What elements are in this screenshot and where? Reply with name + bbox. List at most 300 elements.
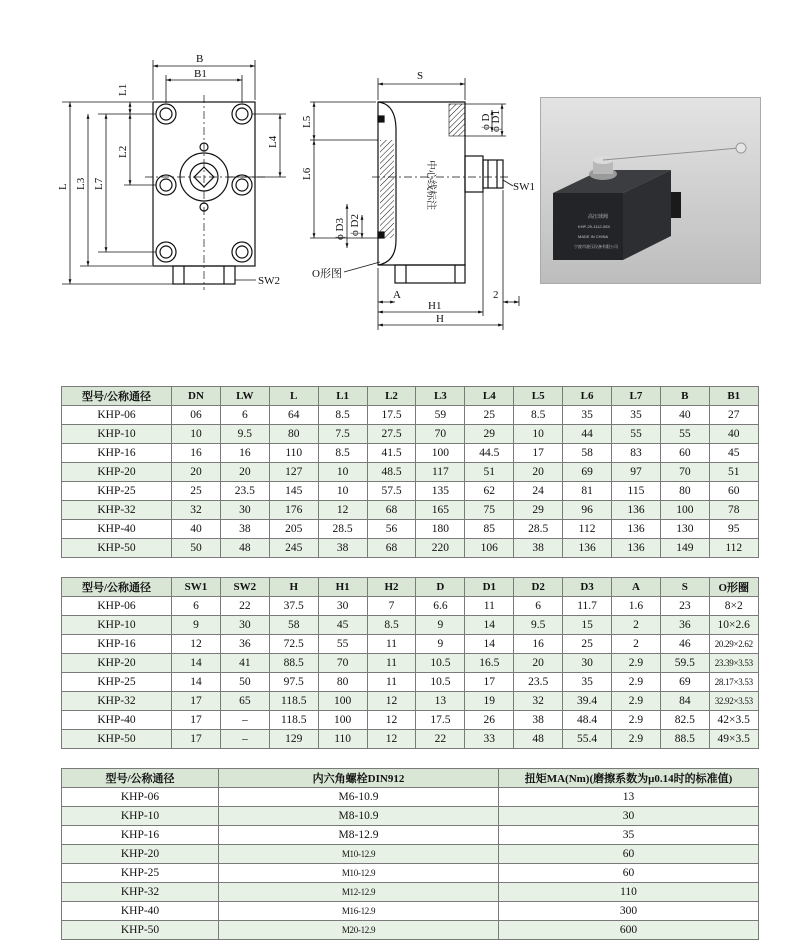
table-cell: 24 xyxy=(514,482,563,501)
dim-a: A xyxy=(393,289,401,301)
column-header: SW2 xyxy=(220,578,269,597)
dim-d: ϕ D xyxy=(480,113,492,130)
column-header: 型号/公称通径 xyxy=(62,387,172,406)
table-cell: 100 xyxy=(318,692,367,711)
table-cell: 14 xyxy=(465,616,514,635)
table-cell: 95 xyxy=(709,520,758,539)
table-cell: 2.9 xyxy=(612,692,661,711)
table-row xyxy=(62,520,759,539)
table-cell: 55 xyxy=(660,425,709,444)
table-cell: 69 xyxy=(563,463,612,482)
table-cell: 48.5 xyxy=(367,463,416,482)
table-cell: M20-12.9 xyxy=(219,921,499,940)
table-cell: 7 xyxy=(367,597,416,616)
table-cell: 20.29×2.62 xyxy=(709,635,758,654)
table-cell: 17 xyxy=(172,692,221,711)
table-cell: 70 xyxy=(318,654,367,673)
plate-line-4: 宁波市液压设备有限公司 xyxy=(574,244,618,249)
column-header: LW xyxy=(220,387,269,406)
dim-b1: B1 xyxy=(194,68,207,80)
table-cell: 42×3.5 xyxy=(709,711,758,730)
column-header: D2 xyxy=(514,578,563,597)
table-cell: KHP-25 xyxy=(62,864,219,883)
table-cell: 41.5 xyxy=(367,444,416,463)
table-cell: – xyxy=(220,730,269,749)
table-cell: 38 xyxy=(220,520,269,539)
table-cell: 38 xyxy=(318,539,367,558)
table-cell: 16.5 xyxy=(465,654,514,673)
table-cell: 59 xyxy=(416,406,465,425)
table-cell: 30 xyxy=(563,654,612,673)
table-cell: 2 xyxy=(612,616,661,635)
table-cell: 9.5 xyxy=(514,616,563,635)
dim-l5: L5 xyxy=(301,115,313,128)
table-cell: 81 xyxy=(563,482,612,501)
table-cell: 72.5 xyxy=(269,635,318,654)
table-cell: KHP-25 xyxy=(62,673,172,692)
table-cell: KHP-50 xyxy=(62,921,219,940)
table-cell: 17.5 xyxy=(367,406,416,425)
table-row xyxy=(62,845,759,864)
table-cell: 127 xyxy=(269,463,318,482)
plate-line-1: 高压球阀 xyxy=(588,214,609,220)
table-cell: KHP-16 xyxy=(62,826,219,845)
table-cell: – xyxy=(220,711,269,730)
table-cell: 115 xyxy=(612,482,661,501)
table-cell: 26 xyxy=(465,711,514,730)
dim-l: L xyxy=(57,183,69,190)
table-cell: 46 xyxy=(660,635,709,654)
table-cell: 44.5 xyxy=(465,444,514,463)
table-cell: 55 xyxy=(612,425,661,444)
column-header: A xyxy=(612,578,661,597)
table-cell: 11 xyxy=(367,635,416,654)
ball-valve-image xyxy=(541,98,760,283)
table-cell: 2.9 xyxy=(612,711,661,730)
dim-h: H xyxy=(436,313,444,325)
table-row xyxy=(62,864,759,883)
dim-b: B xyxy=(196,53,204,65)
dim-l1: L1 xyxy=(117,83,129,96)
table-cell: KHP-32 xyxy=(62,501,172,520)
table-cell: 180 xyxy=(416,520,465,539)
table-cell: 10 xyxy=(318,482,367,501)
column-header: H xyxy=(269,578,318,597)
dimension-table-1 xyxy=(61,386,759,558)
table-cell: 135 xyxy=(416,482,465,501)
table-cell: KHP-10 xyxy=(62,425,172,444)
table-row xyxy=(62,635,759,654)
table-cell: 32 xyxy=(514,692,563,711)
product-photo xyxy=(540,97,761,284)
table-row xyxy=(62,807,759,826)
table-cell: 245 xyxy=(269,539,318,558)
table-cell: 10.5 xyxy=(416,673,465,692)
table-cell: 75 xyxy=(465,501,514,520)
table-cell: 12 xyxy=(367,692,416,711)
table-cell: 14 xyxy=(172,673,221,692)
table-cell: 6 xyxy=(172,597,221,616)
dim-l4: L4 xyxy=(267,135,279,148)
table-cell: 30 xyxy=(220,501,269,520)
table-cell: 20 xyxy=(172,463,221,482)
table-cell: KHP-50 xyxy=(62,730,172,749)
table-cell: 84 xyxy=(660,692,709,711)
centerline-label: 中心线标注 xyxy=(425,160,436,210)
table-cell: 7.5 xyxy=(318,425,367,444)
table-cell: 55 xyxy=(318,635,367,654)
table-cell: KHP-40 xyxy=(62,902,219,921)
table-cell: 35 xyxy=(499,826,759,845)
dim-2: 2 xyxy=(493,289,499,301)
table-cell: 2.9 xyxy=(612,730,661,749)
table-cell: KHP-16 xyxy=(62,635,172,654)
table-cell: 17 xyxy=(172,730,221,749)
table-cell: 118.5 xyxy=(269,692,318,711)
table-cell: 23 xyxy=(660,597,709,616)
dim-l6: L6 xyxy=(301,167,313,180)
column-header: L6 xyxy=(563,387,612,406)
table-cell: 32.92×3.53 xyxy=(709,692,758,711)
column-header: 型号/公称通径 xyxy=(62,769,219,788)
table-cell: 16 xyxy=(220,444,269,463)
table-cell: 12 xyxy=(367,730,416,749)
table-cell: 30 xyxy=(499,807,759,826)
table-cell: 11 xyxy=(465,597,514,616)
table-cell: 28.17×3.53 xyxy=(709,673,758,692)
column-header: D xyxy=(416,578,465,597)
table-cell: KHP-20 xyxy=(62,845,219,864)
table-cell: 2 xyxy=(612,635,661,654)
table-cell: 8.5 xyxy=(318,406,367,425)
table-cell: KHP-25 xyxy=(62,482,172,501)
table-cell: KHP-40 xyxy=(62,520,172,539)
table-cell: 2.9 xyxy=(612,654,661,673)
table-header-row xyxy=(62,578,759,597)
table-cell: KHP-20 xyxy=(62,654,172,673)
bolt-torque-table xyxy=(61,768,759,940)
table-cell: M8-12.9 xyxy=(219,826,499,845)
table-cell: 48 xyxy=(514,730,563,749)
table-cell: 58 xyxy=(563,444,612,463)
column-header: 型号/公称通径 xyxy=(62,578,172,597)
table-cell: M6-10.9 xyxy=(219,788,499,807)
table-cell: 48.4 xyxy=(563,711,612,730)
table-cell: KHP-10 xyxy=(62,616,172,635)
table-cell: 45 xyxy=(709,444,758,463)
table-cell: 130 xyxy=(660,520,709,539)
table-cell: 35 xyxy=(563,406,612,425)
table-row xyxy=(62,654,759,673)
table-cell: 17 xyxy=(465,673,514,692)
column-header: L1 xyxy=(318,387,367,406)
table-cell: 106 xyxy=(465,539,514,558)
table-cell: 20 xyxy=(220,463,269,482)
table-cell: 60 xyxy=(499,864,759,883)
column-header: L5 xyxy=(514,387,563,406)
dim-l3: L3 xyxy=(75,177,87,190)
plate-line-3: MADE IN CHINA xyxy=(578,234,609,239)
table-cell: 2.9 xyxy=(612,673,661,692)
table-cell: 38 xyxy=(514,711,563,730)
table-cell: 38 xyxy=(514,539,563,558)
table-cell: KHP-06 xyxy=(62,788,219,807)
table-cell: 33 xyxy=(465,730,514,749)
table-cell: 110 xyxy=(499,883,759,902)
table-cell: 176 xyxy=(269,501,318,520)
table-cell: 48 xyxy=(220,539,269,558)
table-cell: KHP-32 xyxy=(62,883,219,902)
dimension-table-2 xyxy=(61,577,759,749)
table-cell: 17 xyxy=(514,444,563,463)
column-header: D3 xyxy=(563,578,612,597)
column-header: L4 xyxy=(465,387,514,406)
table-cell: 60 xyxy=(660,444,709,463)
column-header: H2 xyxy=(367,578,416,597)
table-cell: 50 xyxy=(220,673,269,692)
table-cell: 50 xyxy=(172,539,221,558)
table-cell: 149 xyxy=(660,539,709,558)
table-row xyxy=(62,902,759,921)
table-cell: 14 xyxy=(172,654,221,673)
table-cell: 165 xyxy=(416,501,465,520)
table-cell: 100 xyxy=(660,501,709,520)
table-cell: 36 xyxy=(660,616,709,635)
table-cell: 129 xyxy=(269,730,318,749)
table-cell: 100 xyxy=(318,711,367,730)
table-cell: 6 xyxy=(514,597,563,616)
column-header: L3 xyxy=(416,387,465,406)
table-cell: 22 xyxy=(416,730,465,749)
table-cell: 29 xyxy=(465,425,514,444)
table-row xyxy=(62,425,759,444)
table-cell: 8.5 xyxy=(318,444,367,463)
table-cell: 40 xyxy=(709,425,758,444)
dim-d3: ϕ D3 xyxy=(334,218,346,240)
table-cell: 13 xyxy=(499,788,759,807)
table-cell: 1.6 xyxy=(612,597,661,616)
column-header: O形圈 xyxy=(709,578,758,597)
table-cell: 11 xyxy=(367,654,416,673)
table-cell: 28.5 xyxy=(514,520,563,539)
table-cell: M16-12.9 xyxy=(219,902,499,921)
table-cell: 136 xyxy=(563,539,612,558)
table-cell: 51 xyxy=(465,463,514,482)
table-cell: 69 xyxy=(660,673,709,692)
table-cell: M8-10.9 xyxy=(219,807,499,826)
table-cell: 11 xyxy=(367,673,416,692)
table-cell: KHP-32 xyxy=(62,692,172,711)
table-cell: 80 xyxy=(660,482,709,501)
table-cell: 60 xyxy=(709,482,758,501)
dim-d1: ϕ D1 xyxy=(490,110,502,132)
table-row xyxy=(62,597,759,616)
table-cell: KHP-16 xyxy=(62,444,172,463)
table-cell: 136 xyxy=(612,539,661,558)
table-cell: 30 xyxy=(220,616,269,635)
table-row xyxy=(62,711,759,730)
table-cell: 100 xyxy=(416,444,465,463)
table-cell: 22 xyxy=(220,597,269,616)
table-cell: 9 xyxy=(172,616,221,635)
table-cell: 82.5 xyxy=(660,711,709,730)
table-cell: 9 xyxy=(416,616,465,635)
table-row xyxy=(62,406,759,425)
table-cell: 118.5 xyxy=(269,711,318,730)
table-cell: 59.5 xyxy=(660,654,709,673)
table-row xyxy=(62,673,759,692)
side-dimension-labels xyxy=(301,70,535,325)
table-cell: 9.5 xyxy=(220,425,269,444)
table-cell: 41 xyxy=(220,654,269,673)
table-cell: 35 xyxy=(612,406,661,425)
table-cell: 17.5 xyxy=(416,711,465,730)
column-header: S xyxy=(660,578,709,597)
table-cell: KHP-10 xyxy=(62,807,219,826)
table-cell: 14 xyxy=(465,635,514,654)
table-cell: 28.5 xyxy=(318,520,367,539)
table-cell: 205 xyxy=(269,520,318,539)
column-header: 内六角螺栓DIN912 xyxy=(219,769,499,788)
table-cell: 60 xyxy=(499,845,759,864)
table-cell: 27 xyxy=(709,406,758,425)
table-row xyxy=(62,788,759,807)
table-cell: 55.4 xyxy=(563,730,612,749)
table-cell: 10 xyxy=(172,425,221,444)
table-cell: 06 xyxy=(172,406,221,425)
table-row xyxy=(62,826,759,845)
dim-l2: L2 xyxy=(117,145,129,158)
table-cell: 12 xyxy=(318,501,367,520)
table-cell: 112 xyxy=(709,539,758,558)
table-row xyxy=(62,501,759,520)
table-cell: 68 xyxy=(367,539,416,558)
column-header: 扭矩MA(Nm)(磨擦系数为μ0.14时的标准值) xyxy=(499,769,759,788)
table-cell: 220 xyxy=(416,539,465,558)
table-cell: 15 xyxy=(563,616,612,635)
table-cell: 13 xyxy=(416,692,465,711)
plate-line-2: KHP-20-1112-06X xyxy=(578,224,611,229)
table-cell: KHP-20 xyxy=(62,463,172,482)
column-header: SW1 xyxy=(172,578,221,597)
table-cell: 12 xyxy=(367,711,416,730)
table-cell: 117 xyxy=(416,463,465,482)
table-cell: 10×2.6 xyxy=(709,616,758,635)
table-cell: KHP-50 xyxy=(62,539,172,558)
table-cell: 20 xyxy=(514,654,563,673)
column-header: DN xyxy=(172,387,221,406)
table-cell: 25 xyxy=(465,406,514,425)
table-cell: 9 xyxy=(416,635,465,654)
table-cell: 136 xyxy=(612,520,661,539)
table-cell: 70 xyxy=(660,463,709,482)
table-cell: 65 xyxy=(220,692,269,711)
table-cell: KHP-06 xyxy=(62,406,172,425)
table-cell: 23.5 xyxy=(514,673,563,692)
table-cell: KHP-40 xyxy=(62,711,172,730)
table-row xyxy=(62,616,759,635)
dim-s: S xyxy=(417,70,424,82)
table-cell: 11.7 xyxy=(563,597,612,616)
table-cell: 68 xyxy=(367,501,416,520)
dim-sw2: SW2 xyxy=(258,275,280,287)
table-row xyxy=(62,883,759,902)
table-cell: 40 xyxy=(660,406,709,425)
table-cell: 44 xyxy=(563,425,612,444)
table-cell: 10 xyxy=(318,463,367,482)
column-header: B xyxy=(660,387,709,406)
table-cell: 145 xyxy=(269,482,318,501)
table-cell: 56 xyxy=(367,520,416,539)
table-header-row xyxy=(62,769,759,788)
table-cell: 62 xyxy=(465,482,514,501)
table-cell: 49×3.5 xyxy=(709,730,758,749)
table-cell: 10.5 xyxy=(416,654,465,673)
table-cell: 19 xyxy=(465,692,514,711)
table-cell: 23.39×3.53 xyxy=(709,654,758,673)
table-header-row xyxy=(62,387,759,406)
table-cell: 45 xyxy=(318,616,367,635)
column-header: D1 xyxy=(465,578,514,597)
table-cell: 96 xyxy=(563,501,612,520)
table-cell: 25 xyxy=(172,482,221,501)
table-cell: 29 xyxy=(514,501,563,520)
table-cell: 600 xyxy=(499,921,759,940)
table-cell: 85 xyxy=(465,520,514,539)
table-cell: 25 xyxy=(563,635,612,654)
table-cell: 36 xyxy=(220,635,269,654)
table-cell: 88.5 xyxy=(660,730,709,749)
table-cell: M10-12.9 xyxy=(219,845,499,864)
table-cell: 39.4 xyxy=(563,692,612,711)
table-cell: 70 xyxy=(416,425,465,444)
table-cell: 12 xyxy=(172,635,221,654)
table-cell: 16 xyxy=(514,635,563,654)
table-row xyxy=(62,730,759,749)
table-cell: 30 xyxy=(318,597,367,616)
table-cell: 35 xyxy=(563,673,612,692)
table-cell: 8×2 xyxy=(709,597,758,616)
table-cell: 57.5 xyxy=(367,482,416,501)
column-header: L2 xyxy=(367,387,416,406)
table-cell: 6.6 xyxy=(416,597,465,616)
dim-l7: L7 xyxy=(93,177,105,190)
front-dimension-labels xyxy=(57,53,280,287)
table-cell: 97.5 xyxy=(269,673,318,692)
table-cell: 88.5 xyxy=(269,654,318,673)
column-header: L7 xyxy=(612,387,661,406)
dim-h1: H1 xyxy=(428,300,442,312)
table-cell: 23.5 xyxy=(220,482,269,501)
table-row xyxy=(62,539,759,558)
table-cell: 20 xyxy=(514,463,563,482)
table-cell: M10-12.9 xyxy=(219,864,499,883)
table-cell: 80 xyxy=(318,673,367,692)
table-row xyxy=(62,482,759,501)
table-cell: 6 xyxy=(220,406,269,425)
table-cell: 64 xyxy=(269,406,318,425)
front-view xyxy=(145,95,265,290)
column-header: H1 xyxy=(318,578,367,597)
table-cell: 8.5 xyxy=(514,406,563,425)
table-cell: M12-12.9 xyxy=(219,883,499,902)
table-cell: 51 xyxy=(709,463,758,482)
table-cell: 83 xyxy=(612,444,661,463)
table-row xyxy=(62,463,759,482)
table-cell: 8.5 xyxy=(367,616,416,635)
table-cell: 97 xyxy=(612,463,661,482)
table-cell: 27.5 xyxy=(367,425,416,444)
